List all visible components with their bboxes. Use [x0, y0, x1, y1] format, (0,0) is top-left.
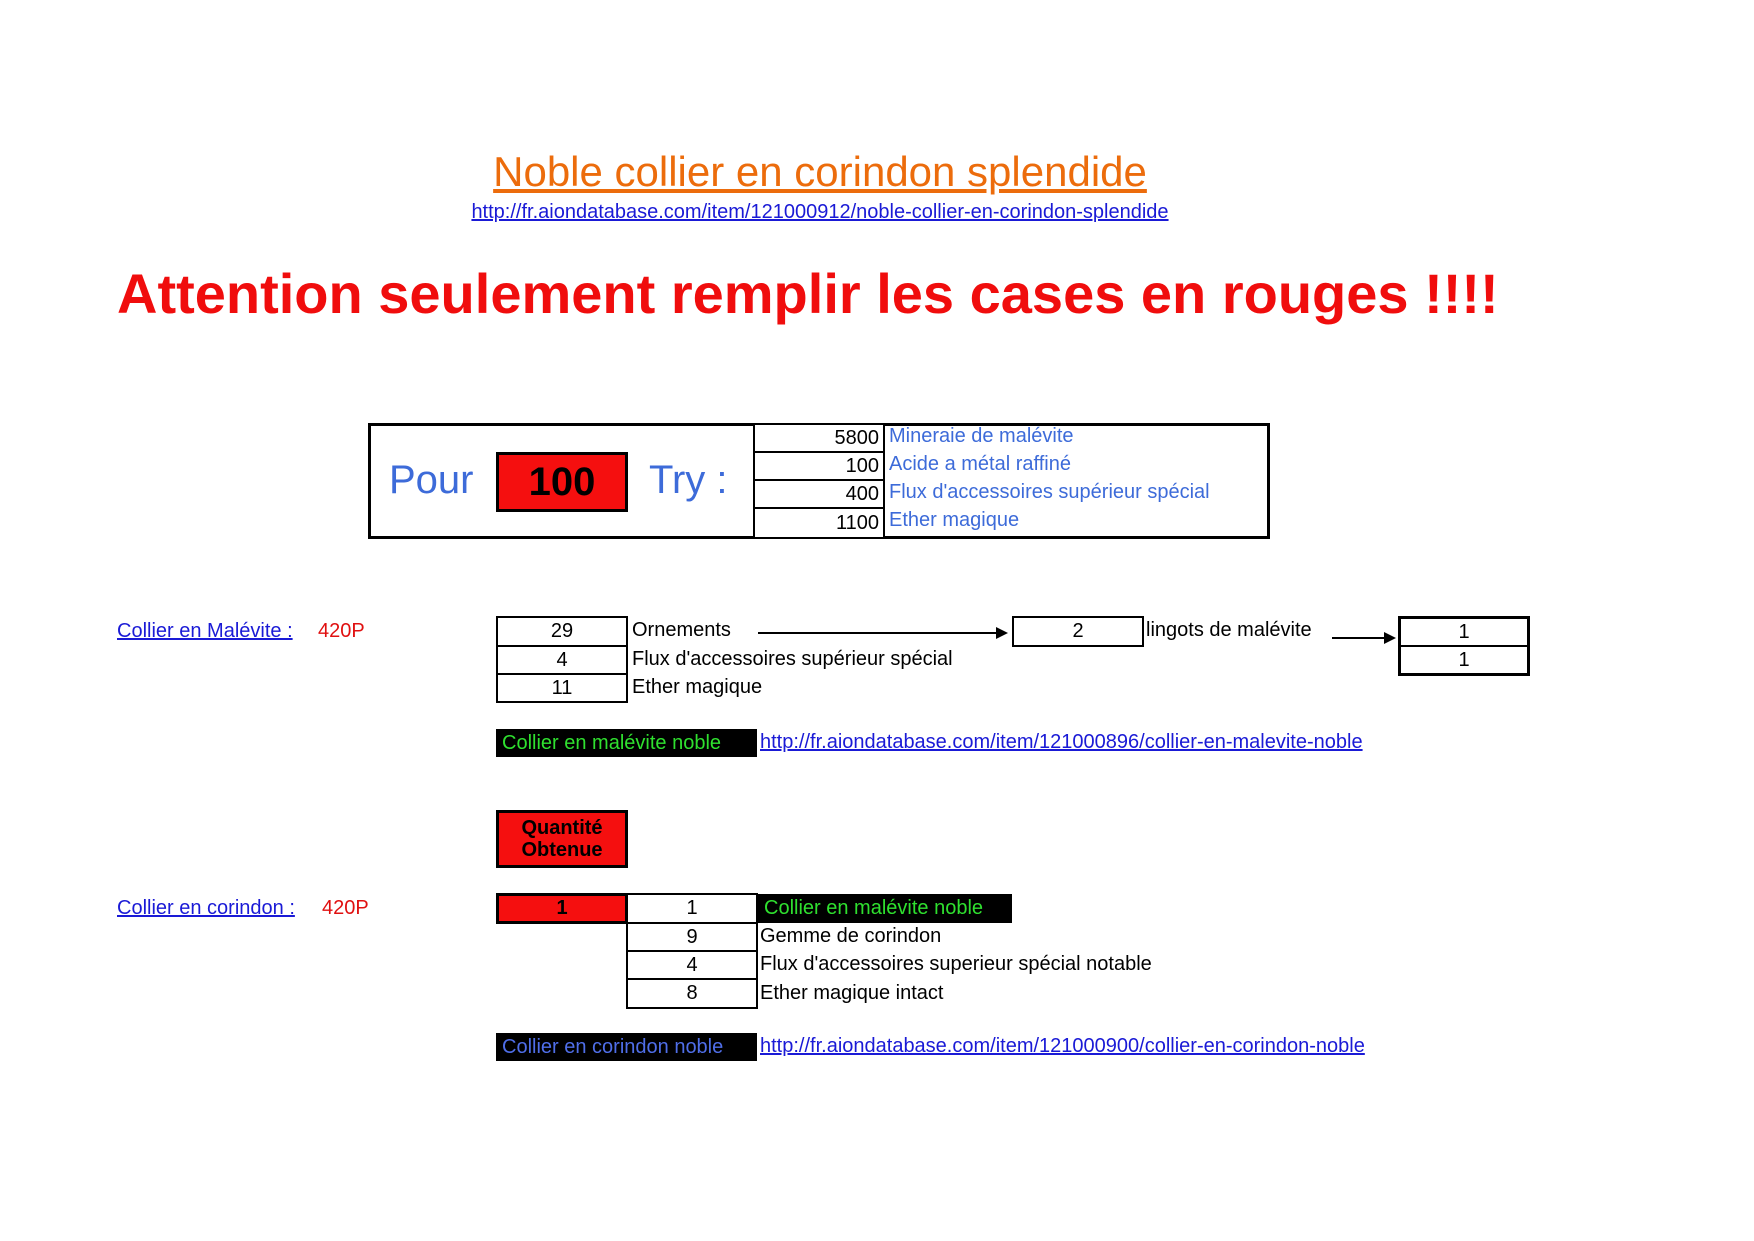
corindon-name-3: Flux d'accessoires superieur spécial notable	[760, 953, 1152, 975]
tries-input[interactable]: 100	[496, 452, 628, 512]
malevite-result-2: 1	[1398, 645, 1530, 676]
quantity-header: Quantité Obtenue	[496, 810, 628, 868]
material-qty-2: 100	[753, 451, 885, 481]
try-label: Try :	[649, 458, 728, 502]
material-name-3: Flux d'accessoires supérieur spécial	[889, 481, 1210, 503]
corindon-qty-3: 4	[626, 950, 758, 980]
arrow-head-icon	[1384, 632, 1396, 644]
malevite-qty-flux: 4	[496, 645, 628, 675]
material-name-1: Mineraie de malévite	[889, 425, 1074, 447]
corindon-obtained-input[interactable]: 1	[496, 893, 628, 924]
material-qty-4: 1100	[753, 507, 885, 539]
material-name-2: Acide a métal raffiné	[889, 453, 1071, 475]
warning-banner: Attention seulement remplir les cases en rouges !!!!	[117, 262, 1499, 325]
arrow-ingots-to-result	[1332, 637, 1386, 639]
corindon-points: 420P	[322, 897, 369, 919]
corindon-link[interactable]: Collier en corindon :	[117, 897, 295, 919]
corindon-product-tag: Collier en corindon noble	[496, 1033, 757, 1061]
malevite-product-link[interactable]: http://fr.aiondatabase.com/item/121000896/collier-en-malevite-noble	[760, 731, 1363, 753]
material-name-4: Ether magique	[889, 509, 1020, 531]
malevite-product-tag: Collier en malévite noble	[496, 729, 757, 757]
pour-label: Pour	[389, 458, 474, 502]
malevite-result-1: 1	[1398, 616, 1530, 647]
malevite-qty-ether: 11	[496, 673, 628, 703]
page-title[interactable]: Noble collier en corindon splendide	[493, 148, 1147, 195]
corindon-product-link[interactable]: http://fr.aiondatabase.com/item/121000900/collier-en-corindon-noble	[760, 1035, 1365, 1057]
arrow-ornements-to-ingots	[758, 632, 998, 634]
material-qty-1: 5800	[753, 423, 885, 453]
malevite-qty-ornements: 29	[496, 616, 628, 647]
corindon-qty-1: 1	[626, 893, 758, 924]
corindon-name-2: Gemme de corindon	[760, 925, 942, 947]
malevite-name-ether: Ether magique	[632, 676, 763, 698]
malevite-name-flux: Flux d'accessoires supérieur spécial	[632, 648, 953, 670]
title-url-link[interactable]: http://fr.aiondatabase.com/item/121000912/noble-collier-en-corindon-splendide	[471, 201, 1169, 223]
corindon-qty-4: 8	[626, 978, 758, 1009]
malevite-link[interactable]: Collier en Malévite :	[117, 620, 293, 642]
corindon-qty-2: 9	[626, 922, 758, 952]
corindon-name-1: Collier en malévite noble	[758, 894, 1012, 923]
arrow-head-icon	[996, 627, 1008, 639]
material-qty-3: 400	[753, 479, 885, 509]
ingot-label: lingots de malévite	[1146, 619, 1312, 641]
malevite-points: 420P	[318, 620, 365, 642]
ingot-qty: 2	[1012, 616, 1144, 647]
malevite-name-ornements: Ornements	[632, 619, 731, 641]
corindon-name-4: Ether magique intact	[760, 982, 944, 1004]
